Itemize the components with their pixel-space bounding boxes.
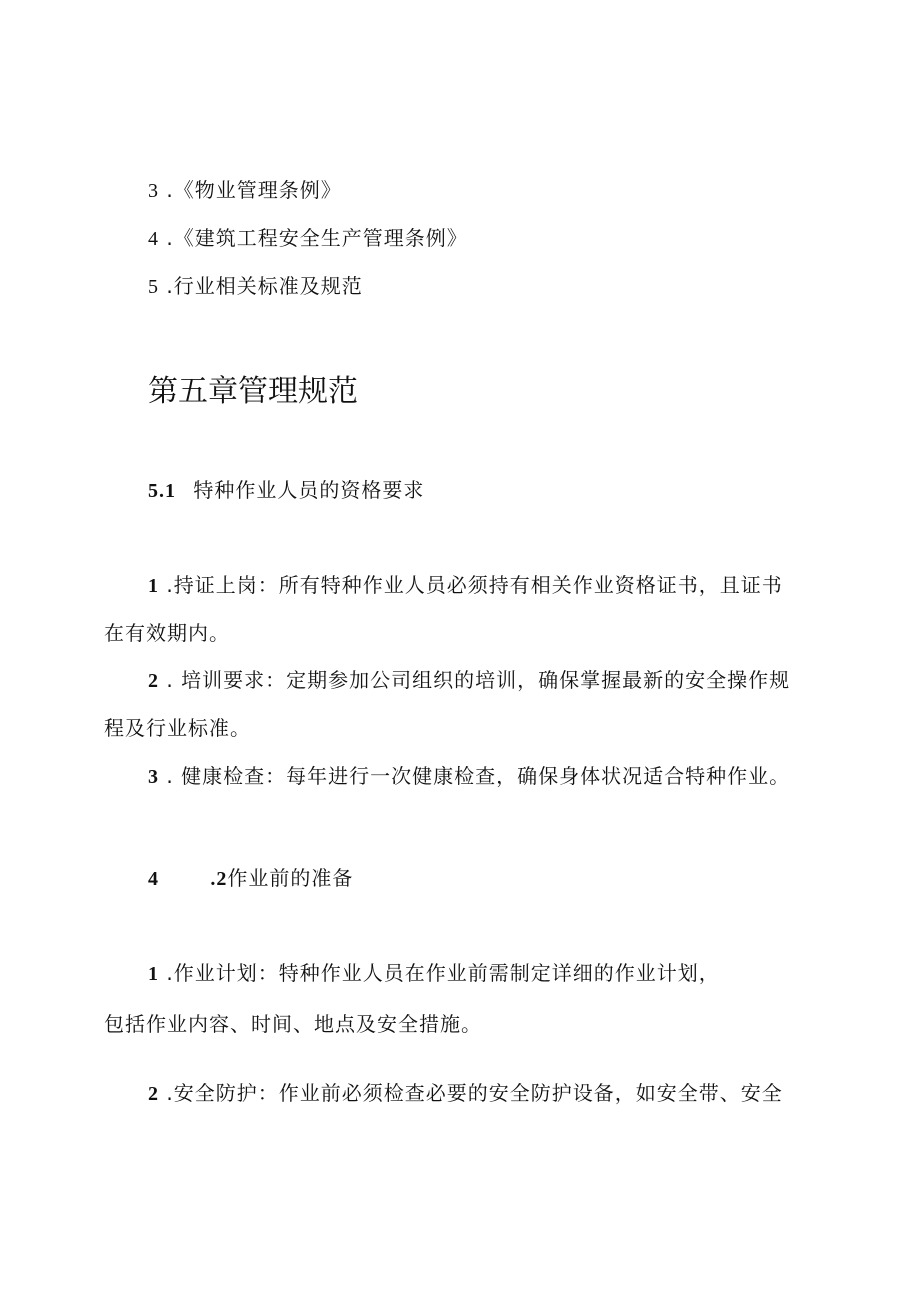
- reference-text: .行业相关标准及规范: [166, 274, 363, 298]
- list-item: [148, 764, 790, 789]
- list-item-continuation: 包括作业内容、时间、地点及安全措施。: [104, 1012, 482, 1036]
- item-text: . 健康检查：每年进行一次健康检查，确保身体状况适合特种作业。: [166, 764, 791, 788]
- reference-item: [148, 226, 468, 251]
- list-item-continuation: 在有效期内。: [104, 621, 230, 645]
- section-title: 特种作业人员的资格要求: [193, 478, 425, 502]
- section-title: 作业前的准备: [227, 866, 354, 890]
- reference-item: [148, 178, 342, 203]
- item-text: .安全防护：作业前必须检查必要的安全防护设备，如安全带、安全: [166, 1081, 783, 1105]
- item-number: 3: [148, 766, 159, 788]
- section-heading: [148, 478, 424, 503]
- chapter-title: 第五章管理规范: [148, 374, 358, 409]
- list-item: [148, 573, 783, 598]
- item-number: 1: [148, 963, 159, 985]
- list-item-continuation: 程及行业标准。: [104, 716, 251, 740]
- item-text: .持证上岗：所有特种作业人员必须持有相关作业资格证书，且证书: [166, 573, 783, 597]
- reference-number: 3: [148, 180, 159, 202]
- list-item: [148, 961, 720, 986]
- list-item: [148, 1081, 783, 1106]
- section-number: 4: [148, 868, 159, 890]
- section-subnumber: .2: [210, 868, 228, 890]
- reference-number: 4: [148, 228, 159, 250]
- section-heading: [148, 866, 353, 891]
- item-number: 1: [148, 575, 159, 597]
- reference-text: .《物业管理条例》: [166, 178, 342, 202]
- reference-number: 5: [148, 276, 159, 298]
- item-text: . 培训要求：定期参加公司组织的培训，确保掌握最新的安全操作规: [166, 668, 791, 692]
- item-number: 2: [148, 670, 159, 692]
- item-number: 2: [148, 1083, 159, 1105]
- list-item: [148, 668, 790, 693]
- reference-item: [148, 274, 363, 299]
- reference-text: .《建筑工程安全生产管理条例》: [166, 226, 468, 250]
- section-number: 5.1: [148, 480, 176, 502]
- item-text: .作业计划：特种作业人员在作业前需制定详细的作业计划，: [166, 961, 720, 985]
